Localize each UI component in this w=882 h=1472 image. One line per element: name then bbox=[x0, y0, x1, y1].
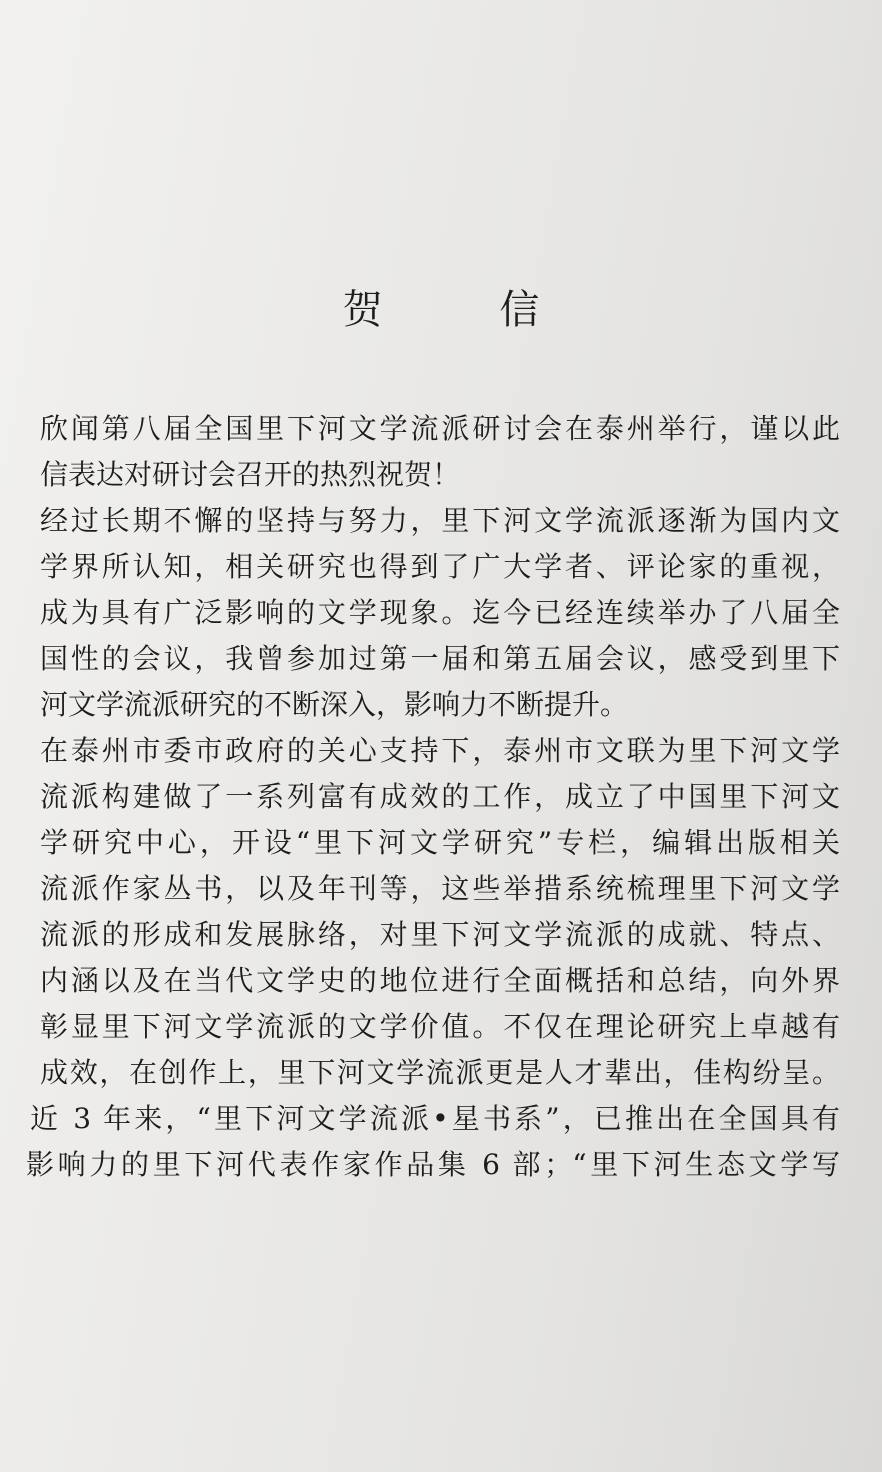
letter-body bbox=[26, 406, 840, 1188]
text-line: 学界所认知，相关研究也得到了广大学者、评论家的重视， bbox=[40, 550, 840, 583]
letter-title: 贺 信 bbox=[342, 287, 592, 333]
text-line: 流派的形成和发展脉络，对里下河文学流派的成就、特点、 bbox=[40, 918, 840, 951]
text-line: 流派作家丛书，以及年刊等，这些举措系统梳理里下河文学 bbox=[40, 872, 840, 905]
text-line: 学研究中心，开设“里下河文学研究”专栏，编辑出版相关 bbox=[40, 826, 840, 859]
text-line: 近 3 年来，“里下河文学流派•星书系”，已推出在全国具有 bbox=[30, 1102, 840, 1135]
text-line: 内涵以及在当代文学史的地位进行全面概括和总结，向外界 bbox=[40, 964, 840, 997]
text-line: 在泰州市委市政府的关心支持下，泰州市文联为里下河文学 bbox=[40, 734, 840, 767]
text-line: 成为具有广泛影响的文学现象。迄今已经连续举办了八届全 bbox=[40, 596, 840, 629]
text-line: 国性的会议，我曾参加过第一届和第五届会议，感受到里下 bbox=[40, 642, 840, 675]
text-line: 流派构建做了一系列富有成效的工作，成立了中国里下河文 bbox=[40, 780, 840, 813]
text-line: 成效，在创作上，里下河文学流派更是人才辈出，佳构纷呈。 bbox=[40, 1056, 840, 1089]
text-line: 信表达对研讨会召开的热烈祝贺！ bbox=[40, 458, 461, 491]
text-line: 影响力的里下河代表作家作品集 6 部；“里下河生态文学写 bbox=[26, 1148, 840, 1181]
text-line: 彰显里下河文学流派的文学价值。不仅在理论研究上卓越有 bbox=[40, 1010, 840, 1043]
text-line: 河文学流派研究的不断深入，影响力不断提升。 bbox=[40, 688, 629, 721]
paragraph-3 bbox=[26, 728, 840, 1188]
text-line: 欣闻第八届全国里下河文学流派研讨会在泰州举行，谨以此 bbox=[40, 412, 840, 445]
paragraph-2 bbox=[40, 498, 840, 728]
paragraph-1 bbox=[40, 406, 840, 498]
text-line: 经过长期不懈的坚持与努力，里下河文学流派逐渐为国内文 bbox=[40, 504, 840, 537]
